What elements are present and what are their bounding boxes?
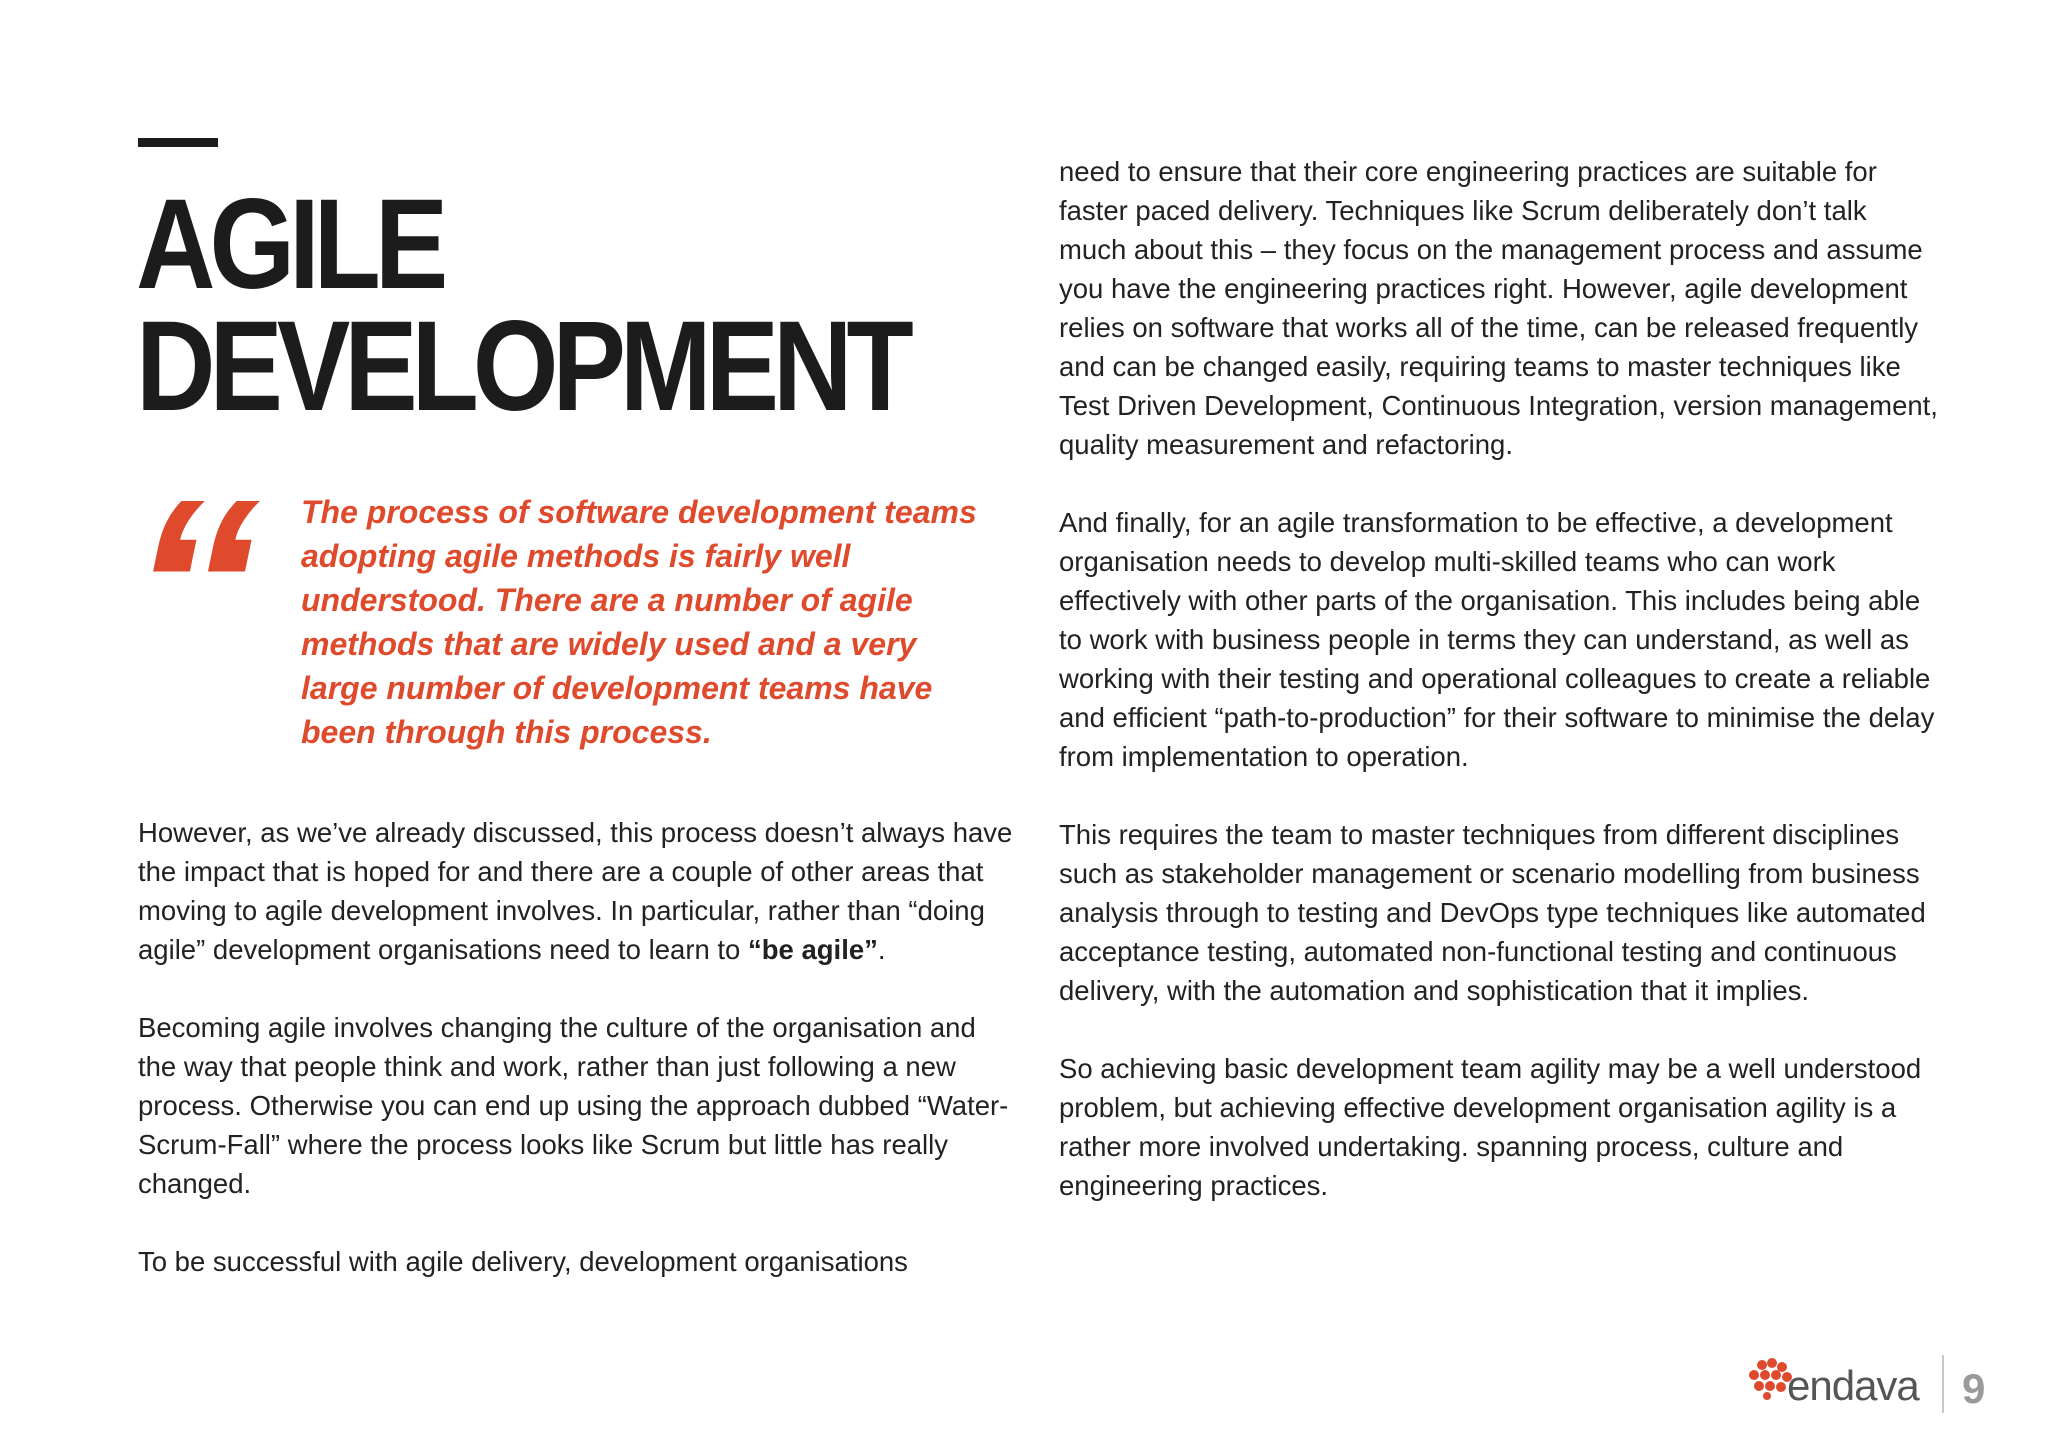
body-paragraph: And finally, for an agile transformation to be effective, a development organisation needs to develop multi-skilled teams who can work effectively with other parts of the organisation. This includes being able to work with business people in terms they can understand, as well as working with their testing and operational colleagues to create a reliable and efficient “path-to-production” for their software to minimise the delay from implementation to operation. <box>1059 507 1935 772</box>
body-paragraph: To be successful with agile delivery, development organisations <box>138 1246 908 1277</box>
title-accent-bar <box>138 138 218 147</box>
body-paragraph: So achieving basic development team agility may be a well understood problem, but achieving effective development organisation agility is a rather more involved undertaking. spanning process, culture and engineering practices. <box>1059 1053 1922 1201</box>
page-title-line-2: DEVELOPMENT <box>136 295 908 438</box>
endava-logo <box>1745 1353 1919 1413</box>
page-number: 9 <box>1962 1365 1986 1412</box>
body-paragraph: However, as we’ve already discussed, this process doesn’t always have the impact that is hoped for and there are a couple of other areas that moving to agile development involves. In particular, rather than “doing agile” development organisations need to learn to “be agile”. <box>138 817 1013 965</box>
footer-divider <box>1942 1355 1944 1413</box>
endava-logo-text: endava <box>1787 1362 1919 1409</box>
body-paragraph: Becoming agile involves changing the culture of the organisation and the way that people think and work, rather than just following a new process. Otherwise you can end up using the approach dubbed “Water-Scrum-Fall” where the process looks like Scrum but little has really changed. <box>138 1012 1009 1199</box>
right-column <box>1059 152 1939 1205</box>
left-column <box>138 813 1018 1281</box>
pull-quote: The process of software development teams adopting agile methods is fairly well understood. There are a number of agile methods that are widely used and a very large number of development teams have been through this process. <box>301 494 977 750</box>
page-title-line-1: AGILE <box>136 173 443 316</box>
body-paragraph: This requires the team to master techniques from different disciplines such as stakeholder management or scenario modelling from business analysis through to testing and DevOps type techniques like automated acceptance testing, automated non-functional testing and continuous delivery, with the automation and sophistication that it implies. <box>1059 819 1926 1006</box>
quote-mark-icon: “ <box>128 447 261 726</box>
emphasis-be-agile: “be agile” <box>747 934 878 965</box>
page-title <box>136 173 908 438</box>
body-paragraph: need to ensure that their core engineering practices are suitable for faster paced delivery. Techniques like Scrum deliberately don’t talk much about this – they focus on the management process and assume you have the engineering practices right. However, agile development relies on software that works all of the time, can be released frequently and can be changed easily, requiring teams to master techniques like Test Driven Development, Continuous Integration, version management, quality measurement and refactoring. <box>1059 156 1938 460</box>
